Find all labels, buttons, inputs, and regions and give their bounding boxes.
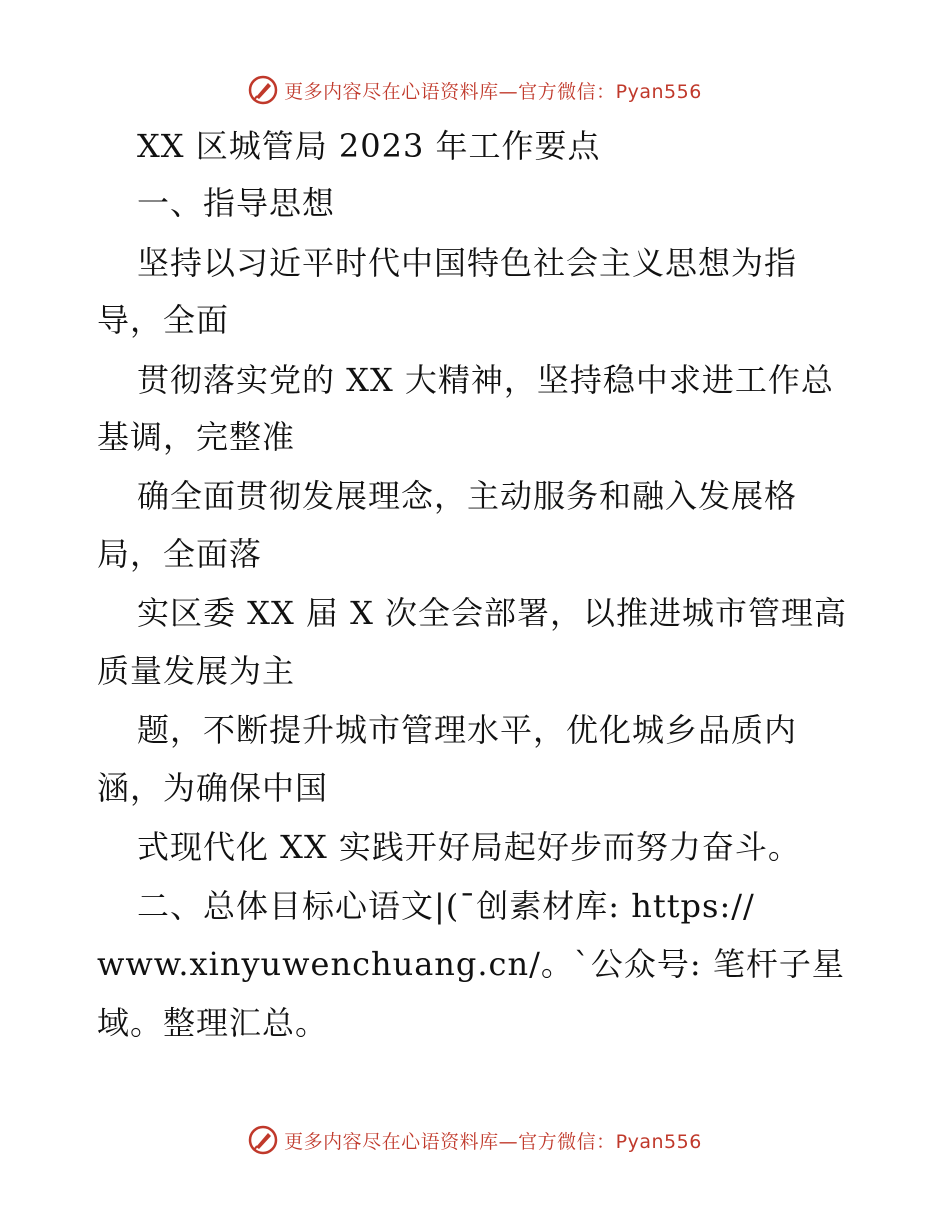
paragraph-line: 域。整理汇总。 xyxy=(97,1004,329,1042)
paragraph-line: www.xinyuwenchuang.cn/。`公众号: 笔杆子星 xyxy=(97,945,845,983)
paragraph-line: 贯彻落实党的 XX 大精神，坚持稳中求进工作总 xyxy=(137,361,834,399)
paragraph-line: 涵，为确保中国 xyxy=(97,769,329,807)
quill-logo-icon xyxy=(248,75,278,105)
paragraph-line: 导，全面 xyxy=(97,301,230,339)
document-title: XX 区城管局 2023 年工作要点 xyxy=(137,127,601,165)
header-watermark xyxy=(0,70,950,110)
watermark-text: 更多内容尽在心语资料库—官方微信：Pyan556 xyxy=(284,1130,702,1153)
paragraph-line: 局，全面落 xyxy=(97,535,263,573)
paragraph-line: 基调，完整准 xyxy=(97,418,296,456)
watermark-text: 更多内容尽在心语资料库—官方微信：Pyan556 xyxy=(284,80,702,103)
section-heading: 二、总体目标心语文|(¯创素材库: https:// xyxy=(137,887,755,925)
paragraph-line: 题，不断提升城市管理水平，优化城乡品质内 xyxy=(137,711,798,749)
paragraph-line: 质量发展为主 xyxy=(97,652,296,690)
section-heading: 一、指导思想 xyxy=(137,184,336,222)
paragraph-line: 实区委 XX 届 X 次全会部署，以推进城市管理高 xyxy=(137,594,848,632)
footer-watermark xyxy=(0,1120,950,1160)
paragraph-line: 式现代化 XX 实践开好局起好步而努力奋斗。 xyxy=(137,828,801,866)
paragraph-line: 确全面贯彻发展理念，主动服务和融入发展格 xyxy=(137,477,798,515)
quill-logo-icon xyxy=(248,1125,278,1155)
paragraph-line: 坚持以习近平时代中国特色社会主义思想为指 xyxy=(137,244,798,282)
